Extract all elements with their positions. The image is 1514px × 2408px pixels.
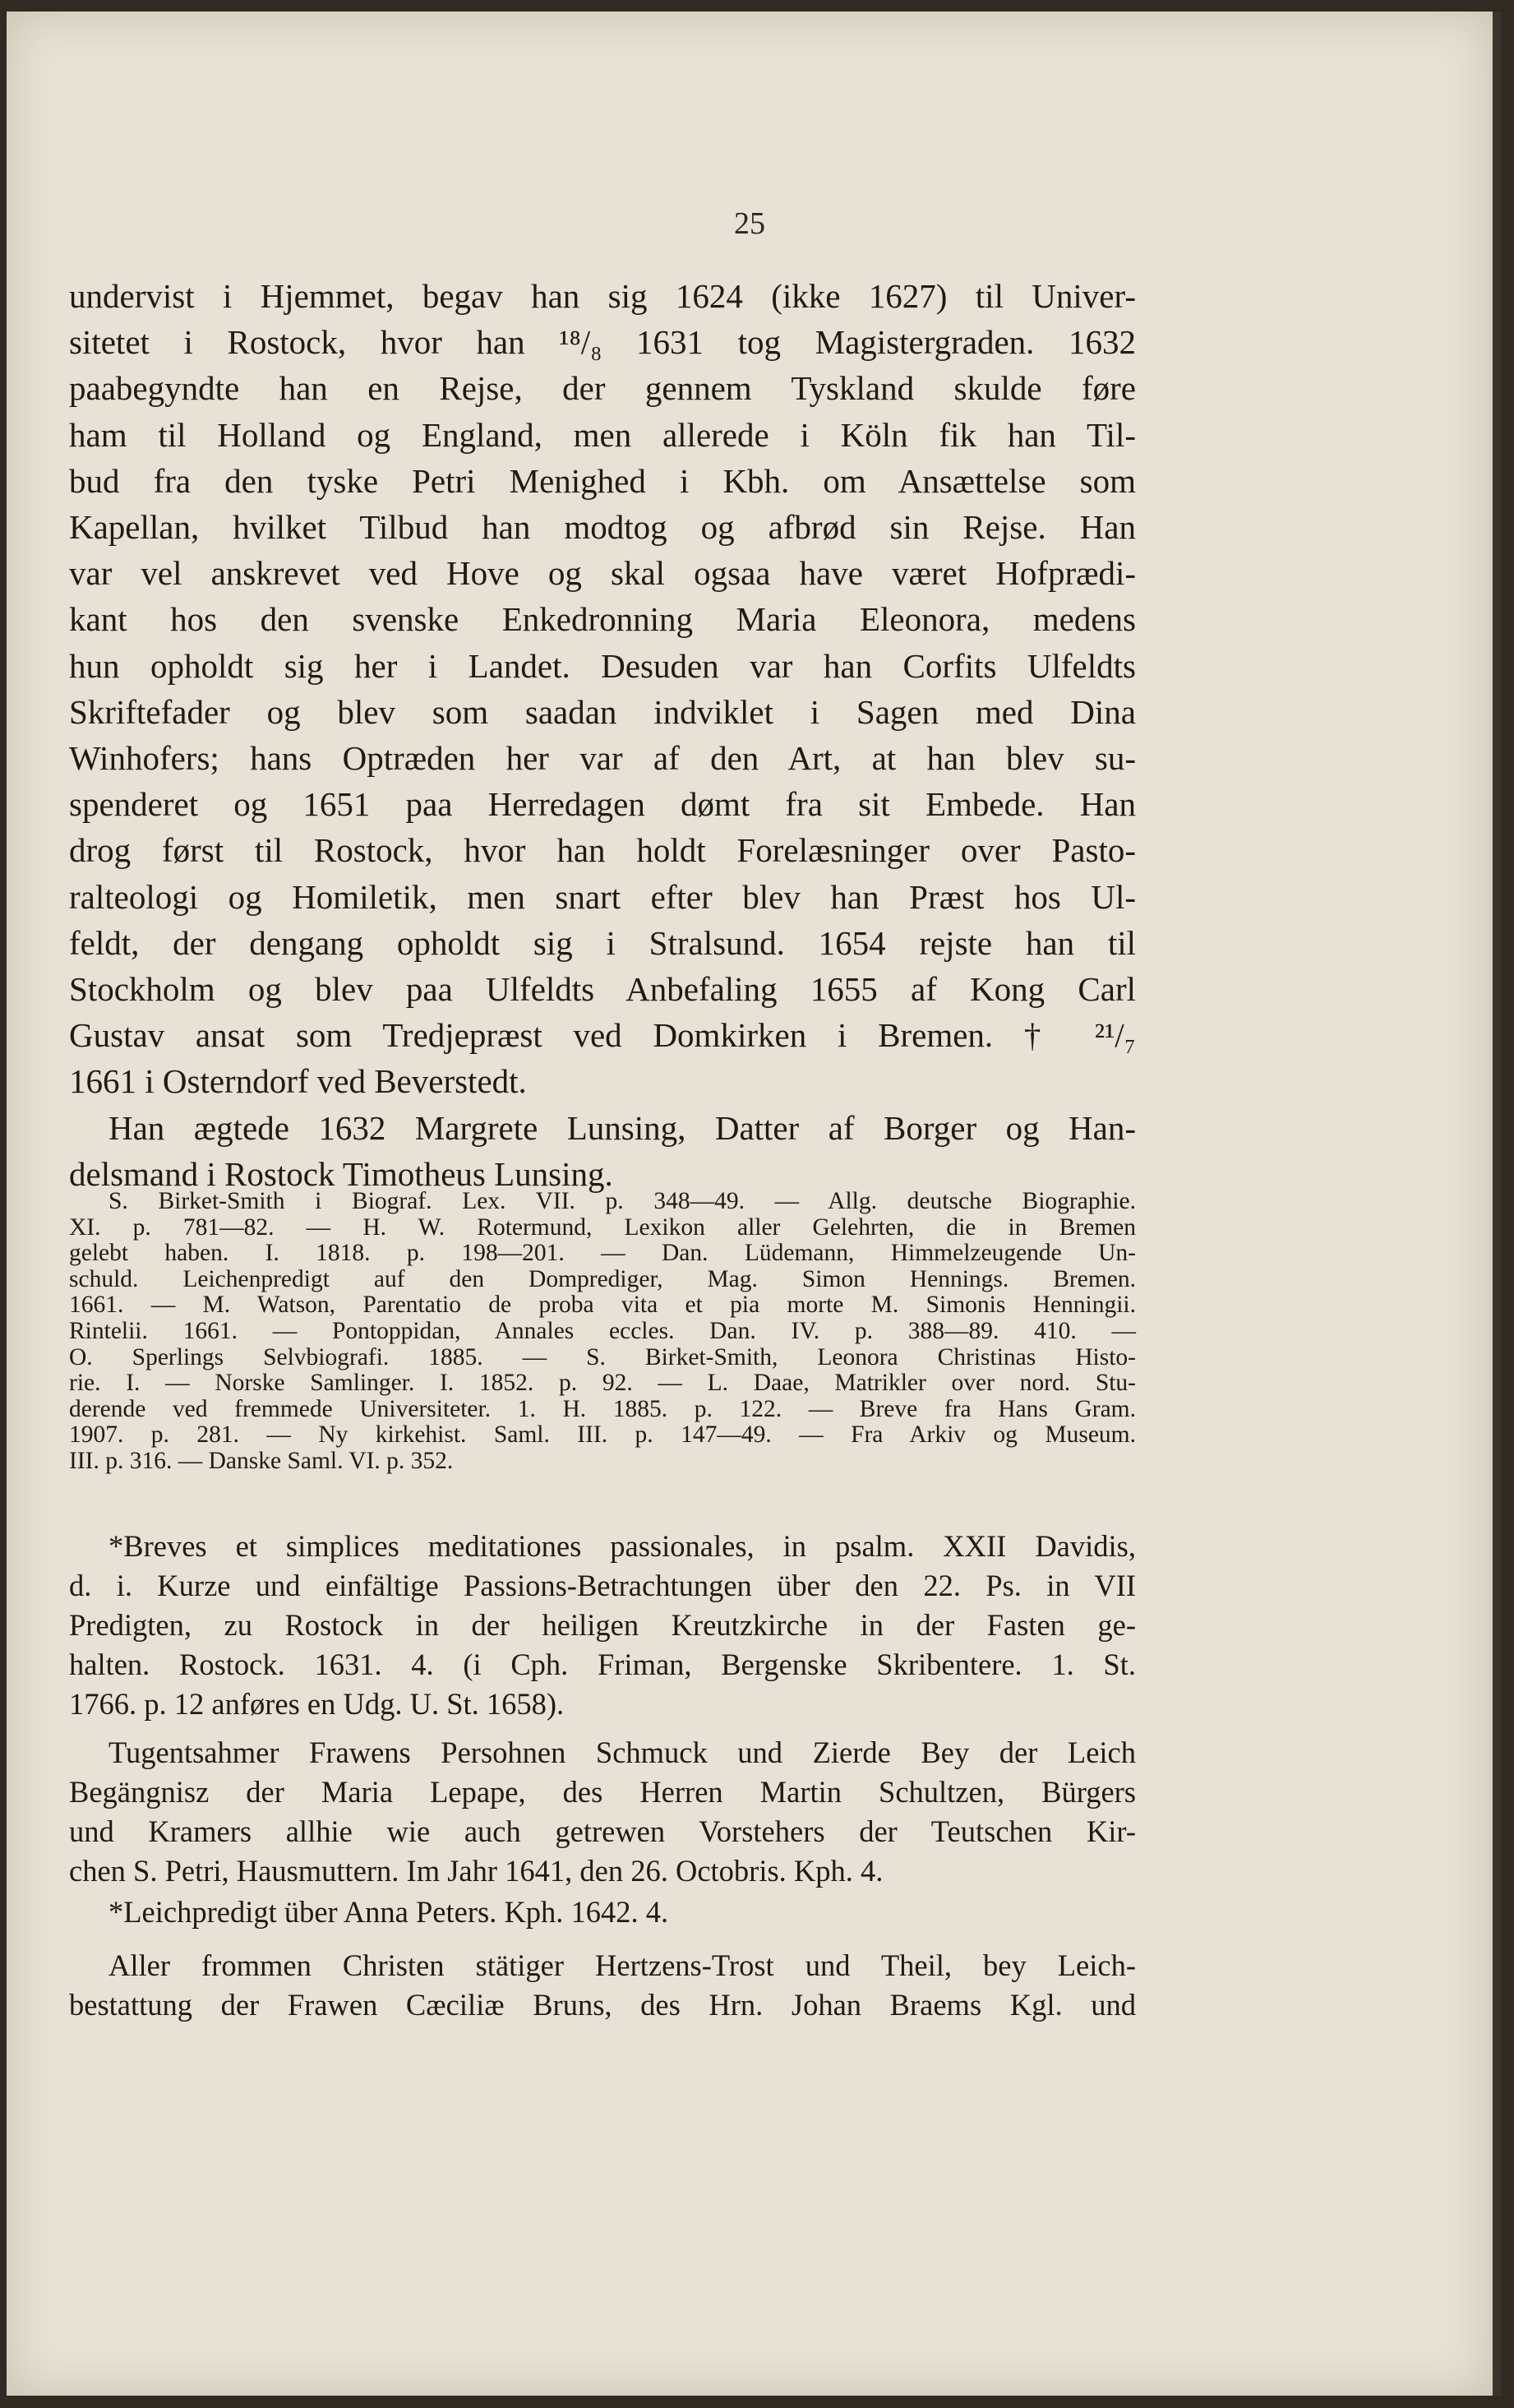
text-line: bud fra den tyske Petri Menighed i Kbh. om Ansættelse som <box>69 461 1136 500</box>
reference-line: rie. I. — Norske Samlinger. I. 1852. p. 92. — L. Daae, Matrikler over nord. Stu- <box>69 1370 1136 1397</box>
work-line: 1766. p. 12 anføres en Udg. U. St. 1658). <box>69 1687 565 1721</box>
text-line: hun opholdt sig her i Landet. Desuden var han Corfits Ulfeldts <box>69 646 1136 685</box>
text-line: drog først til Rostock, hvor han holdt Forelæsninger over Pasto- <box>69 831 1136 870</box>
text-line: paabegyndte han en Rejse, der gennem Tyskland skulde føre <box>69 369 1136 408</box>
work-line: d. i. Kurze und einfältige Passions-Betrachtungen über den 22. Ps. in VII <box>69 1569 1136 1602</box>
biography-text <box>69 273 1136 1197</box>
text-line: ham til Holland og England, men allerede i Köln fik han Til- <box>69 415 1136 454</box>
work-line: und Kramers allhie wie auch getrewen Vorstehers der Teutschen Kir- <box>69 1814 1136 1848</box>
work-entry <box>69 1733 1136 1891</box>
text-line: Gustav ansat som Tredjepræst ved Domkirken i Bremen. † ²¹/₇ <box>69 1016 1136 1055</box>
work-line: Tugentsahmer Frawens Persohnen Schmuck und Zierde Bey der Leich <box>108 1736 1136 1769</box>
work-line: Aller frommen Christen stätiger Hertzens-Trost und Theil, bey Leich- <box>108 1948 1136 1982</box>
text-line: Kapellan, hvilket Tilbud han modtog og afbrød sin Rejse. Han <box>69 508 1136 547</box>
reference-line: gelebt haben. I. 1818. p. 198—201. — Dan. Lüdemann, Himmelzeugende Un- <box>69 1240 1136 1267</box>
book-page <box>7 12 1501 2396</box>
text-line: spenderet og 1651 paa Herredagen dømt fra sit Embede. Han <box>69 785 1136 824</box>
work-line: Begängnisz der Maria Lepape, des Herren Martin Schultzen, Bürgers <box>69 1775 1136 1809</box>
reference-line: schuld. Leichenpredigt auf den Domprediger, Mag. Simon Hennings. Bremen. <box>69 1265 1136 1292</box>
work-line: halten. Rostock. 1631. 4. (i Cph. Friman, Bergenske Skribentere. 1. St. <box>69 1648 1136 1681</box>
reference-line: 1661. — M. Watson, Parentatio de proba vita et pia morte M. Simonis Henningii. <box>69 1292 1136 1319</box>
reference-line: XI. p. 781—82. — H. W. Rotermund, Lexikon aller Gelehrten, die in Bremen <box>69 1213 1136 1241</box>
work-entry <box>69 1893 1136 1932</box>
marriage-line: delsmand i Rostock Timotheus Lunsing. <box>69 1154 613 1193</box>
work-entry <box>69 1527 1136 1724</box>
page-number: 25 <box>734 206 765 241</box>
text-line: 1661 i Osterndorf ved Beverstedt. <box>69 1062 527 1101</box>
text-line: Winhofers; hans Optræden her var af den Art, at han blev su- <box>69 739 1136 778</box>
text-line: Stockholm og blev paa Ulfeldts Anbefaling 1655 af Kong Carl <box>69 970 1136 1009</box>
work-entry <box>69 1946 1136 2025</box>
marriage-line: Han ægtede 1632 Margrete Lunsing, Datter af Borger og Han- <box>108 1108 1136 1147</box>
text-line: var vel anskrevet ved Hove og skal ogsaa have været Hofprædi- <box>69 554 1136 593</box>
text-line: kant hos den svenske Enkedronning Maria Eleonora, medens <box>69 600 1136 639</box>
work-line: Predigten, zu Rostock in der heiligen Kreutzkirche in der Fasten ge- <box>69 1608 1136 1642</box>
text-line: Skriftefader og blev som saadan indviklet i Sagen med Dina <box>69 692 1136 731</box>
reference-line: Rintelii. 1661. — Pontoppidan, Annales eccles. Dan. IV. p. 388—89. 410. — <box>69 1317 1136 1344</box>
reference-line: S. Birket-Smith i Biograf. Lex. VII. p. 348—49. — Allg. deutsche Biographie. <box>108 1188 1136 1214</box>
references <box>69 1189 1136 1475</box>
reference-line: derende ved fremmede Universiteter. 1. H. 1885. p. 122. — Breve fra Hans Gram. <box>69 1395 1136 1422</box>
reference-line: 1907. p. 281. — Ny kirkehist. Saml. III. p. 147—49. — Fra Arkiv og Museum. <box>69 1421 1136 1449</box>
text-line: sitetet i Rostock, hvor han ¹⁸/₈ 1631 tog Magistergraden. 1632 <box>69 323 1136 362</box>
work-line: *Leichpredigt über Anna Peters. Kph. 1642. 4. <box>108 1895 669 1929</box>
work-line: bestattung der Frawen Cæciliæ Bruns, des Hrn. Johan Braems Kgl. und <box>69 1988 1136 2022</box>
text-line: undervist i Hjemmet, begav han sig 1624 (ikke 1627) til Univer- <box>69 277 1136 315</box>
reference-line: O. Sperlings Selvbiografi. 1885. — S. Birket-Smith, Leonora Christinas Histo- <box>69 1343 1136 1370</box>
work-line: *Breves et simplices meditationes passionales, in psalm. XXII Davidis, <box>108 1529 1136 1563</box>
text-line: ralteologi og Homiletik, men snart efter blev han Præst hos Ul- <box>69 877 1136 916</box>
work-line: chen S. Petri, Hausmuttern. Im Jahr 1641, den 26. Octobris. Kph. 4. <box>69 1854 884 1888</box>
reference-line: III. p. 316. — Danske Saml. VI. p. 352. <box>69 1447 454 1474</box>
text-line: feldt, der dengang opholdt sig i Stralsund. 1654 rejste han til <box>69 923 1136 962</box>
